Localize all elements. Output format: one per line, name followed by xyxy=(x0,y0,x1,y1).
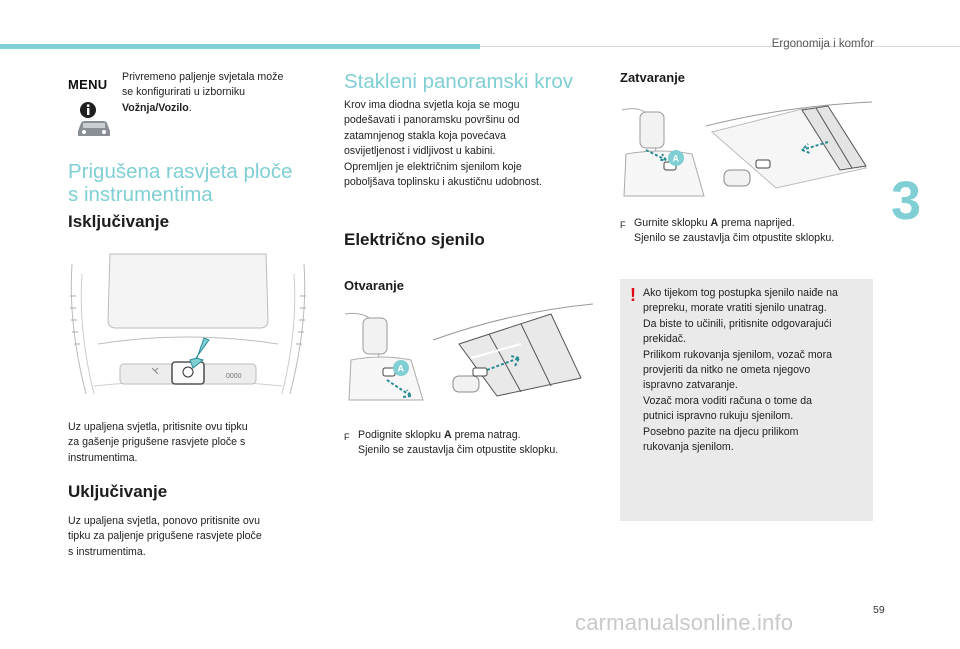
section-title-instrument-lighting: Prigušena rasvjeta ploče s instrumentima xyxy=(68,160,293,206)
opening-instructions: F Podignite sklopku A prema natrag. Sjenilo se zaustavlja čim otpustite sklopku. xyxy=(344,428,604,459)
svg-text:A: A xyxy=(397,363,404,374)
watermark: carmanualsonline.info xyxy=(575,610,794,635)
info-car-icon xyxy=(74,101,114,139)
bullet-icon: F xyxy=(620,220,626,230)
roof-opening-figure xyxy=(341,300,596,410)
heading-closing: Zatvaranje xyxy=(620,70,686,85)
instrument-panel-figure xyxy=(66,244,310,396)
warning-text: Ako tijekom tog postupka sjenilo naiđe na prepreku, morate vratiti sjenilo unatrag. Da biste to učinili, pritisnite odgovarajući prekidač. Prilikom rukovanja sjenilom, vozač mora provjeriti da nitko ne ometa njegovo ispravno zatvaranje. Vozač mora voditi računa o tome da putnici ispravno rukuju sjenilom. Posebno pazite na djecu prilikom rukovanja sjenilom. xyxy=(643,287,838,454)
bullet-icon: F xyxy=(344,432,350,442)
heading-opening: Otvaranje xyxy=(344,278,404,293)
chapter-number: 3 xyxy=(891,171,922,231)
heading-on: Uključivanje xyxy=(68,482,168,501)
page-number: 59 xyxy=(873,604,885,616)
header-accent-bar xyxy=(0,44,480,49)
off-instructions: Uz upaljena svjetla, pritisnite ovu tipku za gašenje prigušene rasvjete ploče s instrumentima. xyxy=(68,421,248,464)
roof-intro: Krov ima diodna svjetla koja se mogu podešavati i panoramsku površinu od zatamnjenog stakla koja povećava osvijetljenost i vidljivost u kabini. Opremljen je električnim sjenilom koje poboljšava toplinsku i akustičnu udobnost. xyxy=(344,99,542,189)
on-instructions: Uz upaljena svjetla, ponovo pritisnite ovu tipku za paljenje prigušene rasvjete ploče s instrumentima. xyxy=(68,515,262,558)
warning-icon: ! xyxy=(630,285,636,305)
heading-electric-shade: Električno sjenilo xyxy=(344,230,485,249)
svg-text:0000: 0000 xyxy=(226,373,242,380)
roof-closing-figure xyxy=(616,96,874,206)
svg-text:A: A xyxy=(672,153,679,164)
menu-label: MENU xyxy=(68,77,108,92)
section-title-panoramic-roof: Stakleni panoramski krov xyxy=(344,70,574,93)
chapter-title: Ergonomija i komfor xyxy=(771,38,874,50)
closing-instructions: F Gurnite sklopku A prema naprijed. Sjenilo se zaustavlja čim otpustite sklopku. xyxy=(620,216,880,247)
menu-note: Privremeno paljenje svjetala može se konfigurirati u izborniku Vožnja/Vozilo. xyxy=(122,71,284,114)
header-rule xyxy=(480,46,960,47)
heading-off: Isključivanje xyxy=(68,212,170,231)
